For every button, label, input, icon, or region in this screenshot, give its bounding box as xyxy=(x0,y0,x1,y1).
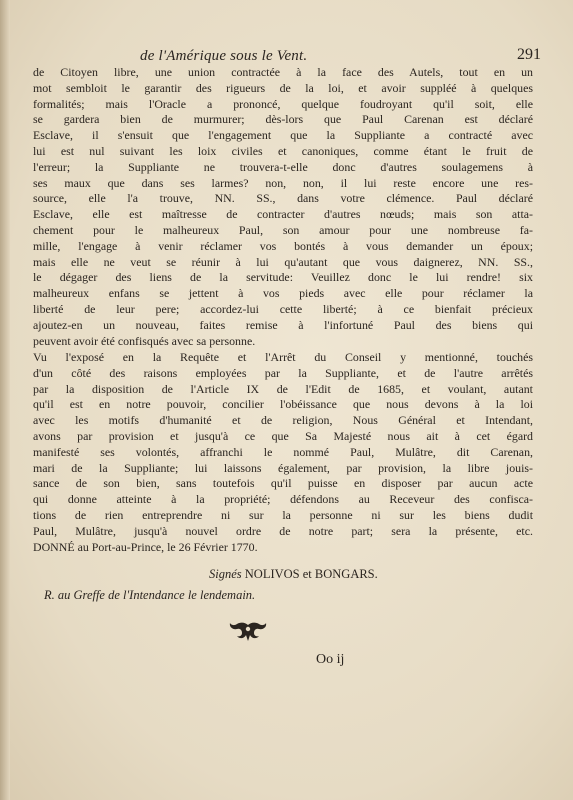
signature-line xyxy=(209,567,378,582)
text-line: par la disposition de l'Article IX de l'Edit de 1685, et voulant, autant xyxy=(33,381,533,396)
registry-note: R. au Greffe de l'Intendance le lendemain. xyxy=(44,588,256,602)
text-line: lui est nul suivant les loix civiles et canoniques, comme étant le fruit de xyxy=(33,143,533,158)
text-line: ses maux que dans ses larmes? non, non, il lui reste encore une res- xyxy=(33,175,533,190)
text-line: source, elle l'a trouve, NN. SS., dans votre clémence. Paul déclaré xyxy=(33,191,533,206)
signed-label: Signés xyxy=(209,567,242,581)
text-line: chement pour le malheureux Paul, son amour pour une nombreuse fa- xyxy=(33,222,533,237)
text-line: Esclave, il s'ensuit que l'engagement que la Suppliante a contracté avec xyxy=(33,128,533,143)
text-line: le dégager des liens de la servitude: Veuillez donc le lui rendre! six xyxy=(33,270,533,285)
text-line: qui donne atteinte à la propriété; défendons au Receveur des confisca- xyxy=(33,492,533,507)
text-line: d'un côté des raisons employées par la Suppliante, et de l'autre arrêtés xyxy=(33,365,533,380)
paragraph-ordinance xyxy=(33,350,533,555)
text-line: qu'il est en notre pouvoir, concilier l'obéissance que nous devons à la loi xyxy=(33,397,533,412)
text-line: formalités; mais l'Oracle a prononcé, quelque foudroyant qu'il soit, elle xyxy=(33,96,533,111)
fleuron-ornament-icon xyxy=(228,621,268,643)
text-line: ajoutez-en un nouveau, faites remise à l'infortuné Paul des biens qui xyxy=(33,317,533,332)
text-line: peuvent avoir été confisqués avec sa personne. xyxy=(33,333,256,348)
text-line: l'erreur; la Suppliante ne trouvera-t-elle donc d'autres soulagemens à xyxy=(33,159,533,174)
text-line: de Citoyen libre, une union contractée à la face des Autels, tout en un xyxy=(33,65,533,79)
text-line: Vu l'exposé en la Requête et l'Arrêt du Conseil y mentionné, touchés xyxy=(33,350,533,364)
running-head-title: de l'Amérique sous le Vent. xyxy=(140,48,308,64)
text-line: sance de son bien, sans toutefois qu'il puisse en disposer par aucun acte xyxy=(33,476,533,491)
text-line: DONNÉ au Port-au-Prince, le 26 Février 1770. xyxy=(33,539,258,554)
text-line: mais elle ne veut se réunir à lui qu'autant que vous daignerez, NN. SS., xyxy=(33,254,533,269)
text-line: liberté de leur pere; accordez-lui cette liberté; à ce bienfait précieux xyxy=(33,301,533,316)
paragraph-petition xyxy=(33,65,533,349)
binding-gutter xyxy=(0,0,10,800)
text-line: tions de rien entreprendre ni sur la personne ni sur les biens dudit xyxy=(33,507,533,522)
text-line: mari de la Suppliante; lui laissons également, par provision, la libre jouis- xyxy=(33,460,533,475)
text-line: avons par provision et jusqu'à ce que Sa Majesté nous ait à cet égard xyxy=(33,428,533,443)
text-line: malheureux enfans se jettent à vos pieds avec elle pour réclamer la xyxy=(33,286,533,301)
text-line: mille, l'engage à venir réclamer vos bontés à vous demander un époux; xyxy=(33,238,533,253)
text-line: Paul, Mulâtre, jusqu'à nouvel ordre de notre part; sera la présente, etc. xyxy=(33,523,533,538)
text-line: se gardera bien de murmurer; dès-lors que Paul Carenan est déclaré xyxy=(33,112,533,127)
page-number: 291 xyxy=(517,46,541,63)
text-line: Esclave, elle est maîtresse de contracter d'autres nœuds; mais son atta- xyxy=(33,207,533,222)
text-line: mot sembloit le garantir des rigueurs de la loi, et avoir suppléé à quelques xyxy=(33,80,533,95)
text-line: avec les motifs d'humanité et de religion, Nous Général et Intendant, xyxy=(33,413,533,428)
text-line: manifesté ses volontés, affranchi le nommé Paul, Mulâtre, dit Carenan, xyxy=(33,444,533,459)
signature-mark: Oo ij xyxy=(316,652,345,667)
signatory-names: NOLIVOS et BONGARS. xyxy=(244,567,378,581)
